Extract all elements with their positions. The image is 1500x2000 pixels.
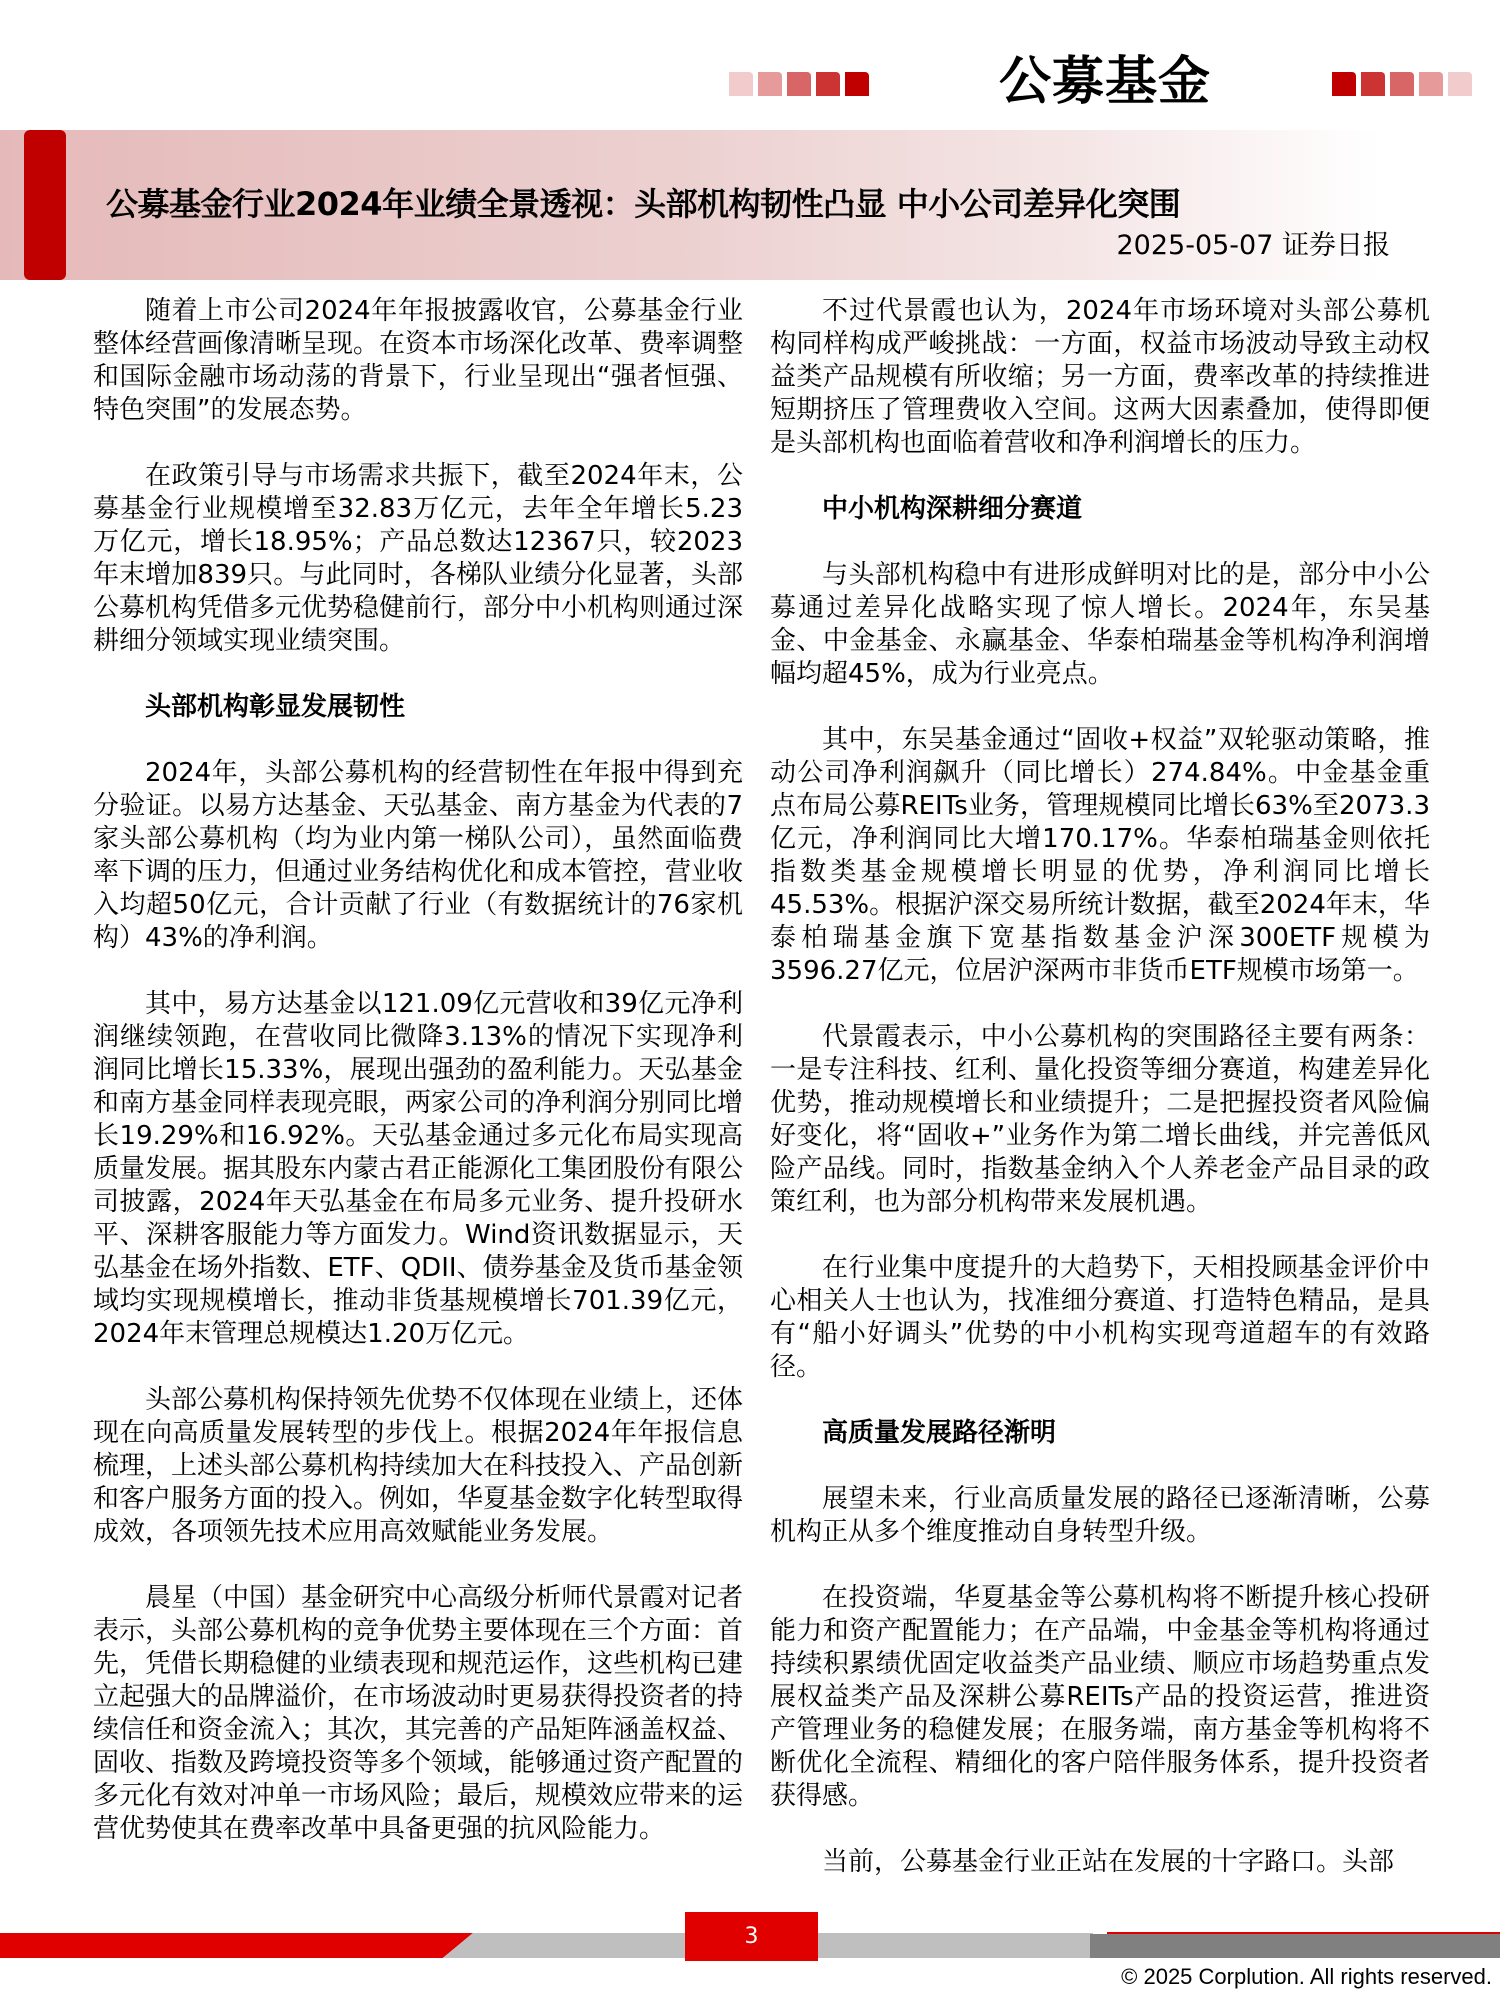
article-title: 公募基金行业2024年业绩全景透视：头部机构韧性凸显 中小公司差异化突围	[106, 185, 1181, 223]
decor-square	[1419, 72, 1443, 96]
section-heading: 头部机构彰显发展韧性	[145, 692, 406, 722]
decor-square	[1448, 72, 1472, 96]
header-right-squares	[1332, 72, 1472, 96]
copyright-notice: © 2025 Corplution. All rights reserved.	[1121, 1964, 1492, 1989]
paragraph: 2024年，头部公募机构的经营韧性在年报中得到充分验证。以易方达基金、天弘基金、南方基金为代表的7家头部公募机构（均为业内第一梯队公司），虽然面临费率下调的压力，但通过业务结构优化和成本管控，营业收入均超50亿元，合计贡献了行业（有数据统计的76家机构）43%的净利润。	[93, 758, 744, 953]
decor-square	[845, 72, 869, 96]
decor-square	[1390, 72, 1414, 96]
right-column	[770, 295, 1430, 1912]
paragraph: 在行业集中度提升的大趋势下，天相投顾基金评价中心相关人士也认为，找准细分赛道、打造特色精品，是具有“船小好调头”优势的中小机构实现弯道超车的有效路径。	[770, 1253, 1430, 1382]
footer-red-line	[1107, 1932, 1500, 1934]
header-left-squares	[729, 72, 869, 96]
article-date-source: 2025-05-07 证券日报	[1116, 230, 1390, 261]
section-heading: 高质量发展路径渐明	[822, 1418, 1057, 1448]
left-column	[93, 295, 743, 1879]
paragraph: 其中，东吴基金通过“固收+权益”双轮驱动策略，推动公司净利润飙升（同比增长）274.84%。中金基金重点布局公募REITs业务，管理规模同比增长63%至2073.3亿元，净利润同比大增170.17%。华泰柏瑞基金则依托指数类基金规模增长明显的优势，净利润同比增长45.53%。根据沪深交易所统计数据，截至2024年末，华泰柏瑞基金旗下宽基指数基金沪深300ETF规模为3596.27亿元，位居沪深两市非货币ETF规模市场第一。	[770, 725, 1430, 986]
paragraph: 其中，易方达基金以121.09亿元营收和39亿元净利润继续领跑，在营收同比微降3.13%的情况下实现净利润同比增长15.33%，展现出强劲的盈利能力。天弘基金和南方基金同样表现亮眼，两家公司的净利润分别同比增长19.29%和16.92%。天弘基金通过多元化布局实现高质量发展。据其股东内蒙古君正能源化工集团股份有限公司披露，2024年天弘基金在布局多元业务、提升投研水平、深耕客服能力等方面发力。Wind资讯数据显示，天弘基金在场外指数、ETF、QDII、债券基金及货币基金领域均实现规模增长，推动非货基规模增长701.39亿元，2024年末管理总规模达1.20万亿元。	[93, 989, 744, 1349]
section-heading: 中小机构深耕细分赛道	[822, 494, 1083, 524]
paragraph: 代景霞表示，中小公募机构的突围路径主要有两条：一是专注科技、红利、量化投资等细分赛道，构建差异化优势，推动规模增长和业绩提升；二是把握投资者风险偏好变化，将“固收+”业务作为第二增长曲线，并完善低风险产品线。同时，指数基金纳入个人养老金产品目录的政策红利，也为部分机构带来发展机遇。	[770, 1022, 1430, 1217]
paragraph: 在政策引导与市场需求共振下，截至2024年末，公募基金行业规模增至32.83万亿元，去年全年增长5.23万亿元，增长18.95%；产品总数达12367只，较2023年末增加839只。与此同时，各梯队业绩分化显著，头部公募机构凭借多元优势稳健前行，部分中小机构则通过深耕细分领域实现业绩突围。	[93, 461, 744, 656]
paragraph: 随着上市公司2024年年报披露收官，公募基金行业整体经营画像清晰呈现。在资本市场深化改革、费率调整和国际金融市场动荡的背景下，行业呈现出“强者恒强、特色突围”的发展态势。	[93, 296, 744, 425]
paragraph: 晨星（中国）基金研究中心高级分析师代景霞对记者表示，头部公募机构的竞争优势主要体现在三个方面：首先，凭借长期稳健的业绩表现和规范运作，这些机构已建立起强大的品牌溢价，在市场波动时更易获得投资者的持续信任和资金流入；其次，其完善的产品矩阵涵盖权益、固收、指数及跨境投资等多个领域，能够通过资产配置的多元化有效对冲单一市场风险；最后，规模效应带来的运营优势使其在费率改革中具备更强的抗风险能力。	[93, 1583, 744, 1844]
decor-square	[758, 72, 782, 96]
decor-square	[816, 72, 840, 96]
paragraph: 展望未来，行业高质量发展的路径已逐渐清晰，公募机构正从多个维度推动自身转型升级。	[770, 1484, 1430, 1547]
page-number: 3	[685, 1912, 818, 1961]
footer-red-bar	[0, 1933, 473, 1958]
paragraph: 在投资端，华夏基金等公募机构将不断提升核心投研能力和资产配置能力；在产品端，中金基金等机构将通过持续积累绩优固定收益类产品业绩、顺应市场趋势重点发展权益类产品及深耕公募REITs产品的投资运营，推进资产管理业务的稳健发展；在服务端，南方基金等机构将不断优化全流程、精细化的客户陪伴服务体系，提升投资者获得感。	[770, 1583, 1430, 1811]
decor-square	[1332, 72, 1356, 96]
paragraph: 与头部机构稳中有进形成鲜明对比的是，部分中小公募通过差异化战略实现了惊人增长。2024年，东吴基金、中金基金、永赢基金、华泰柏瑞基金等机构净利润增幅均超45%，成为行业亮点。	[770, 560, 1430, 689]
footer-dark-bar	[1090, 1934, 1500, 1958]
decor-square	[729, 72, 753, 96]
title-accent-bar	[24, 130, 66, 280]
paragraph: 头部公募机构保持领先优势不仅体现在业绩上，还体现在向高质量发展转型的步伐上。根据2024年年报信息梳理，上述头部公募机构持续加大在科技投入、产品创新和客户服务方面的投入。例如，华夏基金数字化转型取得成效，各项领先技术应用高效赋能业务发展。	[93, 1385, 744, 1547]
paragraph: 当前，公募基金行业正站在发展的十字路口。头部	[822, 1847, 1395, 1877]
decor-square	[1361, 72, 1385, 96]
section-label: 公募基金	[998, 52, 1211, 112]
paragraph: 不过代景霞也认为，2024年市场环境对头部公募机构同样构成严峻挑战：一方面，权益市场波动导致主动权益类产品规模有所收缩；另一方面，费率改革的持续推进短期挤压了管理费收入空间。这两大因素叠加，使得即便是头部机构也面临着营收和净利润增长的压力。	[770, 296, 1430, 458]
decor-square	[787, 72, 811, 96]
